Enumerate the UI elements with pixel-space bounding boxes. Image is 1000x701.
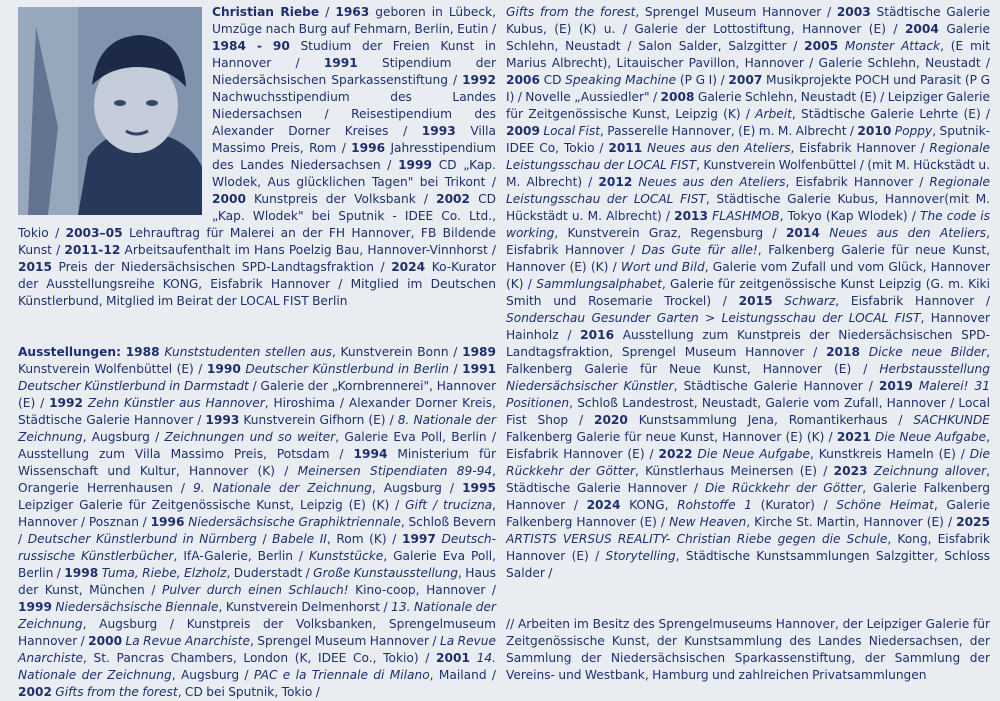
exhibitions-text: Ausstellungen: 1988 Kunststudenten stellen aus, Kunstverein Bonn / 1989 Kunstverein Wolfenbüttel (E) / 1990 Deutscher Künstlerbund in Berlin / 1991 Deutscher Künstlerbund in Darmstadt / Galerie der „Kornbrennerei", Hannover (E) / 1992 Zehn Künstler aus Hannover, Hiroshima / Alexander Dorner Kreis, Städtische Galerie Hannover / 1993 Kunstverein Gifhorn (E) / 8. Nationale der Zeichnung, Augsburg / Zeichnungen und so weiter, Galerie Eva Poll, Berlin / Ausstellung zum Villa Massimo Preis, Potsdam / 1994 Ministerium für Wissenschaft und Kultur, Hannover (K) / Meinersen Stipendiaten 89-94, Orangerie Herrenhausen / 9. Nationale der Zeichnung, Augsburg / 1995 Leipziger Galerie für Zeitgenössische Kunst, Leipzig (E) (K) / Gift / trucizna, Hannover / Posznan / 1996 Niedersächsische Graphiktriennale, Schloß Bevern / Deutscher Künstlerbund in Nürnberg / Babele II, Rom (K) / 1997 Deutsch-russische Künstlerbücher, IfA-Galerie, Berlin / Kunststücke, Galerie Eva Poll, Berlin / 1998 Tuma, Riebe, Elzholz, Duderstadt / Große Kunstausstellung, Haus der Kunst, München / Pulver durch einen Schlauch! Kino-coop, Hannover / 1999 Niedersächsische Biennale, Kunstverein Delmenhorst / 13. Nationale der Zeichnung, Augsburg / Kunstpreis der Volksbanken, Sprengelmuseum Hannover / 2000 La Revue Anarchiste, Sprengel Museum Hannover / La Revue Anarchiste, St. Pancras Chambers, London (K, IDEE Co., Tokio) / 2001 14. Nationale der Zeichnung, Augsburg / PAC e la Triennale di Milano, Mailand / 2002 Gifts from the forest, CD bei Sputnik, Tokio /	[18, 345, 497, 699]
collections-text: // Arbeiten im Besitz des Sprengelmuseums Hannover, der Leipziger Galerie für Zeitgenössische Kunst, der Kunstsammlung des Landes Niedersachsen, der Sammlung der Niedersächsischen Sparkassenstiftung, der Sammlung der Vereins- und Westbank, Hamburg und zahlreichen Privatsammlungen	[506, 617, 990, 682]
exhibitions-text-continued: Gifts from the forest, Sprengel Museum Hannover / 2003 Städtische Galerie Kubus, (E) (K) u. / Galerie der Lottostiftung, Hannover (E) / 2004 Galerie Schlehn, Neustadt / Salon Salder, Salzgitter / 2005 Monster Attack, (E mit Marius Albrecht), Litauischer Pavillon, Hannover / Galerie Schlehn, Neustadt / 2006 CD Speaking Machine (P G I) / 2007 Musikprojekte POCH und Parasit (P G I) / Novelle „Aussiedler" / 2008 Galerie Schlehn, Neustadt (E) / Leipziger Galerie für Zeitgenössische Kunst, Leipzig (K) / Arbeit, Städtische Galerie Lehrte (E) / 2009 Local Fist, Passerelle Hannover, (E) m. M. Albrecht / 2010 Poppy, Sputnik-IDEE Co, Tokio / 2011 Neues aus den Ateliers, Eisfabrik Hannover / Regionale Leistungsschau der LOCAL FIST, Kunstverein Wolfenbüttel / (mit M. Hückstädt u. M. Albrecht) / 2012 Neues aus den Ateliers, Eisfabrik Hannover / Regionale Leistungsschau der LOCAL FIST, Städtische Galerie Kubus, Hannover(mit M. Hückstädt u. M. Albrecht) / 2013 FLASHMOB, Tokyo (Kap Wlodek) / The code is working, Kunstverein Graz, Regensburg / 2014 Neues aus den Ateliers, Eisfabrik Hannover / Das Gute für alle!, Falkenberg Galerie für neue Kunst, Hannover (E) (K) / Wort und Bild, Galerie vom Zufall und vom Glück, Hannover (K) / Sammlungsalphabet, Galerie für zeitgenössische Kunst Leipzig (G. m. Kiki Smith und Rosemarie Trockel) / 2015 Schwarz, Eisfabrik Hannover / Sonderschau Gesunder Garten > Leistungsschau der LOCAL FIST, Hannover Hainholz / 2016 Ausstellung zum Kunstpreis der Niedersächsischen SPD-Landtagsfraktion, Sprengel Museum Hannover / 2018 Dicke neue Bilder, Falkenberg Galerie für Neue Kunst, Hannover (E) / Herbstausstellung Niedersächsischer Künstler, Städtische Galerie Hannover / 2019 Malerei! 31 Positionen, Schloß Landestrost, Neustadt, Galerie vom Zufall, Hannover / Local Fist Shop / 2020 Kunstsammlung Jena, Romantikerhaus / SACHKUNDE Falkenberg Galerie für neue Kunst, Hannover (E) (K) / 2021 Die Neue Aufgabe, Eisfabrik Hannover (E) / 2022 Die Neue Aufgabe, Kunstkreis Hameln (E) / Die Rückkehr der Götter, Künstlerhaus Meinersen (E) / 2023 Zeichnung allover, Städtische Galerie Hannover / Die Rückkehr der Götter, Galerie Falkenberg Hannover / 2024 KONG, Rohstoffe 1 (Kurator) / Schöne Heimat, Galerie Falkenberg Hannover (E) / New Heaven, Kirche St. Martin, Hannover (E) / 2025 ARTISTS VERSUS REALITY- Christian Riebe gegen die Schule, Kong, Eisfabrik Hannover (E) / Storytelling, Städtische Kunstsammlungen Salzgitter, Schloss Salder /	[506, 5, 991, 580]
artist-portrait-photo	[18, 7, 202, 215]
biography-text: Christian Riebe / 1963 geboren in Lübeck, Umzüge nach Burg auf Fehmarn, Berlin, Eutin / 1984 - 90 Studium der Freien Kunst in Hannover / 1991 Stipendium der Niedersächsischen Sparkassenstiftung / 1992 Nachwuchsstipendium des Landes Niedersachsen / Reisestipendium des Alexander Dorner Kreises / 1993 Villa Massimo Preis, Rom / 1996 Jahresstipendium des Landes Niedersachsen / 1999 CD „Kap. Wlodek, Aus glücklichen Tagen" bei Trikont / 2000 Kunstpreis der Volksbank / 2002 CD „Kap. Wlodek" bei Sputnik - IDEE Co. Ltd., Tokio / 2003–05 Lehrauftrag für Malerei an der FH Hannover, FB Bildende Kunst / 2011-12 Arbeitsaufenthalt im Hans Poelzig Bau, Hannover-Vinnhorst / 2015 Preis der Niedersächsischen SPD-Landtagsfraktion / 2024 Ko-Kurator der Ausstellungsreihe KONG, Eisfabrik Hannover / Mitglied im Deutschen Künstlerbund, Mitglied im Beirat der LOCAL FIST Berlin	[18, 5, 497, 308]
left-column	[18, 4, 496, 701]
right-column	[506, 4, 990, 684]
